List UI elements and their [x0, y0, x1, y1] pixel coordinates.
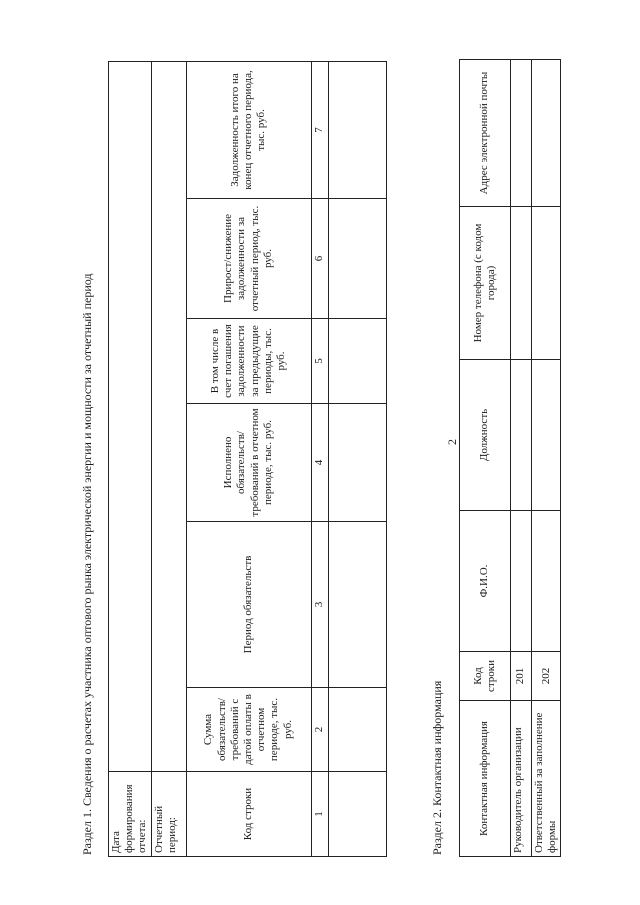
report-period-label: Отчетный период:	[151, 772, 186, 857]
table-row	[328, 61, 386, 856]
page-number: 2	[445, 439, 459, 445]
col-header-debt-change: Прирост/снижение задолженности за отчетный период, тыс. руб.	[186, 199, 311, 319]
section1-title: Раздел 1. Сведения о расчетах участника оптового рынка электрической энергии и мощности за отчетный период	[80, 273, 94, 855]
table-row	[511, 60, 532, 857]
col-header-obligations-sum: Сумма обязательств/ требований с датой оплаты в отчетном периоде, тыс. руб.	[186, 688, 311, 772]
empty-cell[interactable]	[511, 60, 532, 207]
empty-cell[interactable]	[328, 199, 386, 319]
col-header-debt-total: Задолженность итого на конец отчетного периода, тыс. руб.	[186, 61, 311, 198]
col-header-obligations-fulfilled: Исполнено обязательств/ требований в отчетном периоде, тыс. руб.	[186, 404, 311, 522]
col-number-6: 6	[311, 199, 328, 319]
col-header-obligations-period: Период обязательств	[186, 522, 311, 688]
col-number-4: 4	[311, 404, 328, 522]
empty-cell[interactable]	[532, 511, 561, 652]
col-number-7: 7	[311, 61, 328, 198]
empty-cell[interactable]	[328, 688, 386, 772]
row-label-responsible: Ответственный за заполнение формы	[532, 701, 561, 857]
empty-cell[interactable]	[532, 360, 561, 511]
empty-cell[interactable]	[328, 404, 386, 522]
empty-cell[interactable]	[532, 207, 561, 360]
col-number-1: 1	[311, 772, 328, 857]
col-header-phone: Номер телефона (с кодом города)	[460, 207, 511, 360]
col-header-full-name: Ф.И.О.	[460, 511, 511, 652]
report-period-value[interactable]	[151, 61, 186, 771]
col-header-position: Должность	[460, 360, 511, 511]
row-code-201: 201	[511, 652, 532, 701]
col-header-prior-debt-repayment: В том числе в счет погашения задолженности за предыдущие периоды, тыс. руб.	[186, 319, 311, 404]
row-label-head: Руководитель организации	[511, 701, 532, 857]
empty-cell[interactable]	[511, 511, 532, 652]
report-date-label: Дата формирования отчета:	[109, 772, 152, 857]
report-date-value[interactable]	[109, 61, 152, 771]
col-header-line-code: Код строки	[460, 652, 511, 701]
empty-cell[interactable]	[328, 522, 386, 688]
empty-cell[interactable]	[511, 207, 532, 360]
section2-title: Раздел 2. Контактная информация	[430, 680, 444, 855]
settlements-table	[108, 61, 387, 857]
empty-cell[interactable]	[511, 360, 532, 511]
empty-cell[interactable]	[532, 60, 561, 207]
empty-cell[interactable]	[328, 319, 386, 404]
col-header-line-code: Код строки	[186, 772, 311, 857]
empty-cell[interactable]	[328, 772, 386, 857]
col-header-email: Адрес электронной почты	[460, 60, 511, 207]
col-number-3: 3	[311, 522, 328, 688]
col-number-5: 5	[311, 319, 328, 404]
empty-cell[interactable]	[328, 61, 386, 198]
table-row	[532, 60, 561, 857]
col-header-contact-info: Контактная информация	[460, 701, 511, 857]
contacts-table	[459, 59, 561, 857]
row-code-202: 202	[532, 652, 561, 701]
col-number-2: 2	[311, 688, 328, 772]
